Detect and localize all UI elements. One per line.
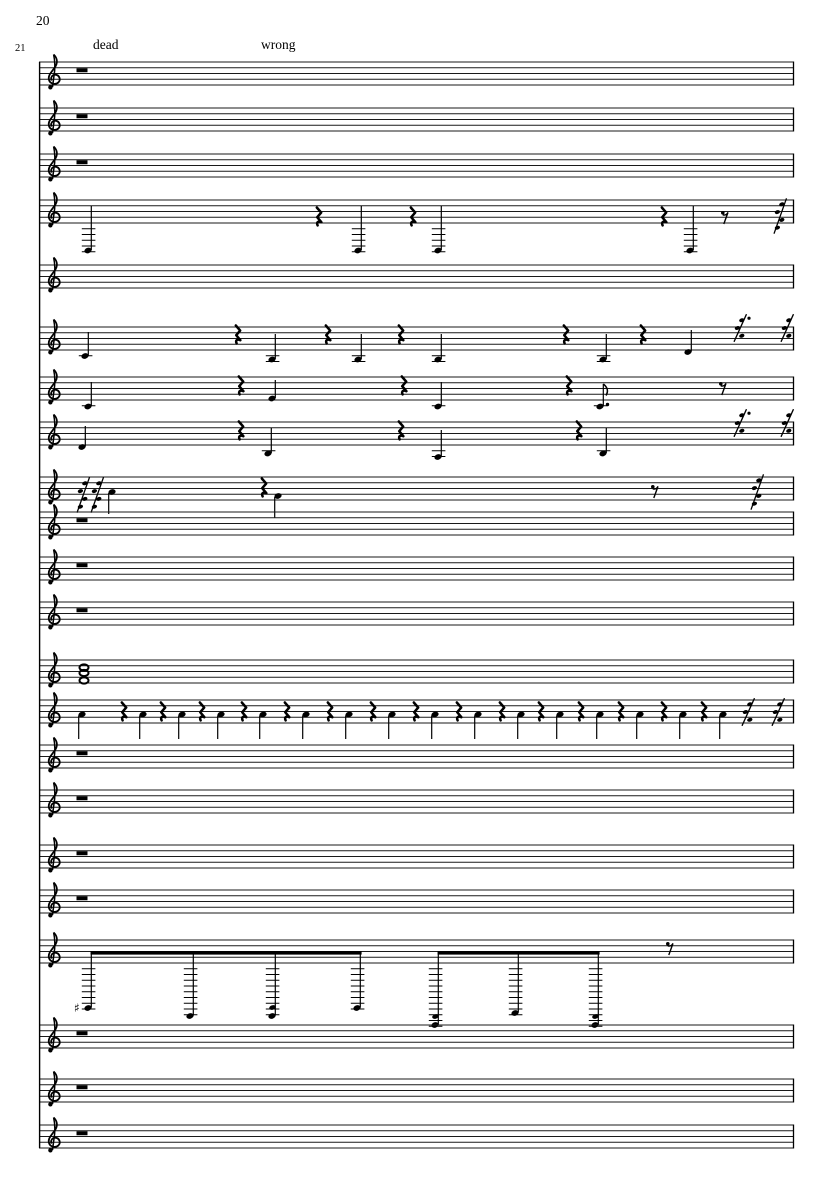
clef-dot [48,1048,52,1052]
staff-17 [39,838,794,873]
eighth-note [594,384,609,410]
treble-clef-icon [48,653,60,688]
augmentation-dot [747,412,750,415]
tremolo-figure [734,409,751,437]
clef-dot [48,535,52,539]
staff-10 [39,505,794,540]
staff-3 [39,147,794,182]
quarter-rest [662,208,667,226]
tremolo-figure [781,314,794,342]
quarter-rest [239,422,244,440]
quarter-note [388,711,397,739]
treble-clef-icon [48,415,60,450]
staff-11 [39,550,794,585]
quarter-note [597,428,611,457]
treble-clef-icon [48,1118,60,1153]
measure-number-system: 21 [15,43,26,54]
tremolo-head [777,717,783,722]
quarter-note [431,711,440,739]
staff-8 [39,409,794,461]
whole-measure-rest [77,1131,88,1135]
quarter-note [78,426,87,451]
treble-clef-icon [48,370,60,405]
treble-clef-icon [48,595,60,630]
clef-dot [48,963,52,967]
quarter-note [217,711,226,739]
quarter-note [262,428,276,457]
lyric-text: dead [93,37,119,52]
quarter-rest [399,422,404,440]
whole-measure-rest [77,160,88,164]
quarter-note [719,711,728,739]
staff-13 [39,653,794,688]
staff-20 [39,1018,794,1053]
clef-dot [48,813,52,817]
quarter-rest [239,377,244,395]
quarter-note [78,711,87,739]
whole-note-head [80,670,89,676]
tremolo-head [739,333,745,338]
clef-dot [48,1148,52,1152]
clef-dot [48,131,52,135]
quarter-note [556,711,565,739]
quarter-note [684,206,698,254]
treble-clef-icon [48,55,60,90]
beamed-note-group [74,951,364,1020]
tremolo-figure [751,474,764,509]
treble-clef-icon [48,693,60,728]
staff-4 [39,193,794,255]
quarter-note [274,492,283,518]
tremolo-head [739,428,745,433]
quarter-note [596,711,605,739]
augmentation-dot [606,403,609,406]
quarter-note [178,711,187,739]
clef-dot [48,868,52,872]
whole-measure-rest [77,563,88,567]
music-system [39,55,794,1153]
tremolo-figure [774,198,787,233]
treble-clef-icon [48,550,60,585]
treble-clef-icon [48,783,60,818]
tremolo-head [786,428,792,433]
eighth-rest [651,485,658,498]
whole-measure-rest [77,68,88,72]
quarter-note [352,206,366,254]
quarter-rest [402,377,407,395]
treble-clef-icon [48,1072,60,1107]
clef-dot [48,580,52,584]
tremolo-head [77,488,83,493]
staff-14 [39,693,794,740]
clef-dot [48,913,52,917]
eighth-rest [666,942,673,955]
tremolo-head [747,717,753,722]
clef-dot [48,350,52,354]
treble-clef-icon [48,320,60,355]
lyric-text: wrong [261,37,296,52]
whole-measure-rest [77,114,88,118]
quarter-note [259,711,268,739]
quarter-note [82,382,96,410]
quarter-note [139,711,148,739]
quarter-note [108,488,117,514]
quarter-rest [326,326,331,344]
treble-clef-icon [48,738,60,773]
eighth-rest-dot [651,485,655,489]
whole-measure-rest [77,851,88,855]
treble-clef-icon [48,838,60,873]
clef-dot [48,288,52,292]
tremolo-head [751,485,757,490]
quarter-rest [641,326,646,344]
clef-dot [48,445,52,449]
staff-2 [39,101,794,136]
treble-clef-icon [48,101,60,136]
treble-clef-icon [48,147,60,182]
clef-dot [48,223,52,227]
quarter-rest [236,326,241,344]
clef-dot [48,768,52,772]
whole-note-head [80,677,89,683]
whole-measure-rest [77,1085,88,1089]
whole-measure-rest [77,1031,88,1035]
eighth-rest-dot [721,211,725,215]
clef-dot [48,625,52,629]
whole-measure-rest [77,896,88,900]
staff-5 [39,258,794,293]
treble-clef-icon [48,933,60,968]
whole-note-chord [80,664,89,683]
staff-7 [39,370,794,411]
treble-clef-icon [48,193,60,228]
treble-clef-icon [48,505,60,540]
staff-18 [39,883,794,918]
quarter-note [302,711,311,739]
staff-16 [39,783,794,818]
quarter-rest [317,208,322,226]
clef-dot [48,85,52,89]
treble-clef-icon [48,258,60,293]
tremolo-figure [734,314,751,342]
quarter-note [684,330,693,356]
quarter-note [432,206,446,254]
quarter-rest [262,479,267,497]
whole-measure-rest [77,796,88,800]
quarter-rest [567,377,572,395]
eighth-rest-dot [666,942,670,946]
quarter-rest [577,422,582,440]
beam [91,951,362,955]
staff-9 [39,470,794,519]
sharp-icon: ♯ [74,1001,80,1015]
staff-6 [39,314,794,363]
clef-dot [48,177,52,181]
eighth-rest-dot [719,382,723,386]
quarter-note [679,711,688,739]
treble-clef-icon [48,1018,60,1053]
quarter-note [79,332,93,360]
clef-dot [48,723,52,727]
quarter-rest [411,208,416,226]
clef-dot [48,683,52,687]
clef-dot [48,1102,52,1106]
staff-1 [39,55,794,90]
treble-clef-icon [48,470,60,505]
quarter-note [345,711,354,739]
staff-22 [39,1118,794,1153]
staff-21 [39,1072,794,1107]
tremolo-head [774,209,780,214]
treble-clef-icon [48,883,60,918]
whole-measure-rest [77,608,88,612]
whole-measure-rest [77,518,88,522]
quarter-note [517,711,526,739]
quarter-note [82,206,96,254]
quarter-note [474,711,483,739]
staff-12 [39,595,794,630]
clef-dot [48,400,52,404]
quarter-rest [564,326,569,344]
staff-15 [39,738,794,773]
tremolo-figure [781,409,794,437]
quarter-note [636,711,645,739]
tremolo-head [786,333,792,338]
whole-measure-rest [77,751,88,755]
clef-dot [48,500,52,504]
quarter-rest [399,326,404,344]
tremolo-head [91,488,97,493]
quarter-note [432,382,446,410]
measure-number-top: 20 [36,13,50,28]
augmentation-dot [747,317,750,320]
staff-19 [39,933,794,1029]
quarter-note [268,380,277,402]
